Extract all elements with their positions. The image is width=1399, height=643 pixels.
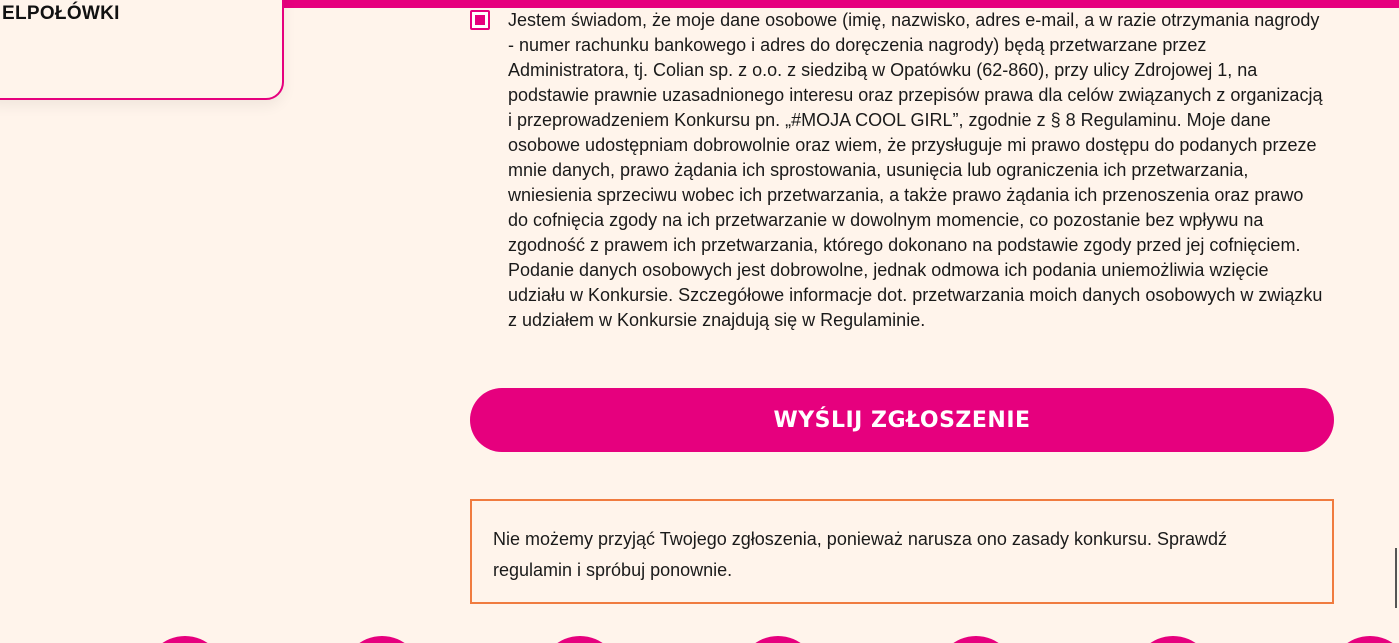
error-message-text: Nie możemy przyjąć Twojego zgłoszenia, ponieważ narusza ono zasady konkursu. Sprawdź regulamin i spróbuj ponownie.	[493, 529, 1228, 580]
decorative-bubble-border	[0, 636, 1399, 643]
page-scrollbar[interactable]	[1393, 0, 1399, 643]
decorative-bubble	[540, 636, 620, 643]
decorative-bubble	[1330, 636, 1399, 643]
decorative-bubble	[738, 636, 818, 643]
side-info-card	[0, 0, 284, 100]
decorative-bubble	[936, 636, 1016, 643]
error-message-box	[470, 499, 1334, 604]
decorative-bubble	[1133, 636, 1213, 643]
decorative-bubble	[342, 636, 422, 643]
submit-entry-button[interactable]: WYŚLIJ ZGŁOSZENIE	[470, 388, 1334, 452]
side-card-label: ELPOŁÓWKI	[2, 3, 120, 24]
consent-checkbox[interactable]	[470, 10, 490, 30]
scrollbar-thumb[interactable]	[1395, 548, 1397, 608]
consent-label: Jestem świadom, że moje dane osobowe (imię, nazwisko, adres e-mail, a w razie otrzymania nagrody - numer rachunku bankowego i adres do doręczenia nagrody) będą przetwarzane przez Administratora, tj. Colian sp. z o.o. z siedzibą w Opatówku (62-860), przy ulicy Zdrojowej 1, na podstawie prawnie uzasadnionego interesu oraz przepisów prawa dla celów związanych z organizacją i przeprowadzeniem Konkursu pn. „#MOJA COOL GIRL”, zgodnie z § 8 Regulaminu. Moje dane osobowe udostępniam dobrowolnie oraz wiem, że przysługuje mi prawo dostępu do podanych przeze mnie danych, prawo żądania ich sprostowania, usunięcia lub ograniczenia ich przetwarzania, wniesienia sprzeciwu wobec ich przetwarzania, a także prawo żądania ich przenoszenia oraz prawo do cofnięcia zgody na ich przetwarzanie w dowolnym momencie, co pozostanie bez wpływu na zgodność z prawem ich przetwarzania, którego dokonano na podstawie zgody przed jej cofnięciem. Podanie danych osobowych jest dobrowolne, jednak odmowa ich podania uniemożliwia wzięcie udziału w Konkursie. Szczegółowe informacje dot. przetwarzania moich danych osobowych w związku z udziałem w Konkursie znajdują się w Regulaminie.	[508, 10, 1323, 330]
checkbox-check-mark	[475, 15, 485, 25]
decorative-bubble	[145, 636, 225, 643]
